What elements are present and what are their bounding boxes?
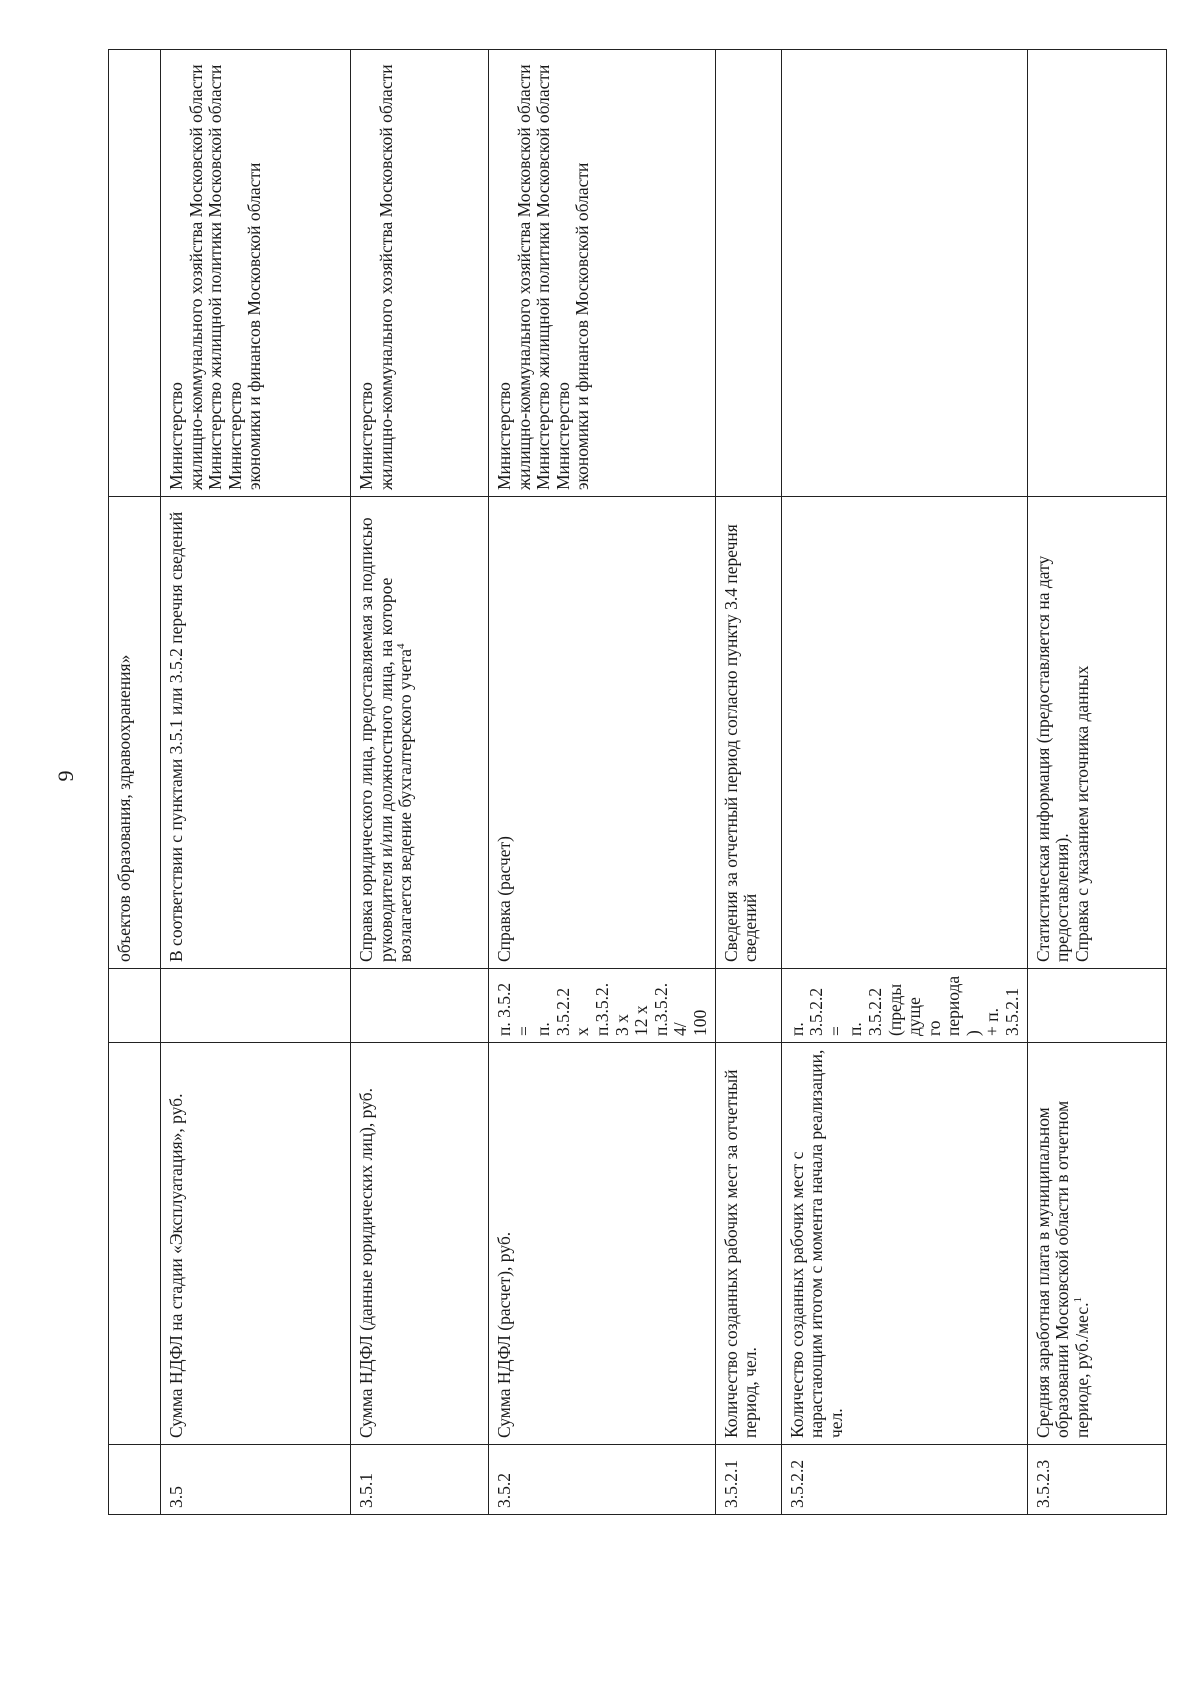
cell-responsible: Министерство жилищно-коммунального хозяйства Московской области	[351, 50, 489, 497]
cell-num: 3.5.2	[489, 1445, 716, 1515]
cell-responsible: Министерство жилищно-коммунального хозяйства Московской области Министерство жилищной политики Московской области Министерство экономики и финансов Московской области	[489, 50, 716, 497]
cell-responsible	[109, 50, 161, 497]
cell-source	[781, 497, 1027, 969]
cell-formula	[1027, 969, 1166, 1043]
cell-name: Сумма НДФЛ (данные юридических лиц), руб.	[351, 1043, 489, 1445]
cell-source: объектов образования, здравоохранения»	[109, 497, 161, 969]
cell-num: 3.5	[161, 1445, 351, 1515]
cell-formula	[109, 969, 161, 1043]
cell-responsible	[781, 50, 1027, 497]
cell-source: В соответствии с пунктами 3.5.1 или 3.5.2 перечня сведений	[161, 497, 351, 969]
cell-num: 3.5.2.2	[781, 1445, 1027, 1515]
name-text: Средняя заработная плата в муниципальном образовании Московской области в отчетном периоде, руб./мес.	[1032, 1100, 1092, 1438]
page-number: 9	[53, 770, 78, 782]
cell-formula: п. 3.5.2.2 = п. 3.5.2.2 (предыдуще го периода) + п. 3.5.2.1	[781, 969, 1027, 1043]
cell-num: 3.5.2.1	[715, 1445, 781, 1515]
source-text: Справка юридического лица, предоставляемая за подписью руководителя и/или должностного лица, на которое возлагается ведение бухгалтерского учета	[356, 517, 416, 962]
cell-name: Количество созданных рабочих мест за отчетный период, чел.	[715, 1043, 781, 1445]
table-row	[109, 50, 161, 1515]
cell-num: 3.5.1	[351, 1445, 489, 1515]
rotated-table-wrapper	[108, 50, 1092, 1515]
cell-source: Статистическая информация (предоставляется на дату предоставления). Справка с указанием источника данных	[1027, 497, 1166, 969]
cell-formula	[715, 969, 781, 1043]
cell-formula	[161, 969, 351, 1043]
table-row	[1027, 50, 1166, 1515]
cell-formula	[351, 969, 489, 1043]
footnote-mark: 1	[1072, 1296, 1085, 1303]
cell-name	[1027, 1043, 1166, 1445]
cell-source: Сведения за отчетный период согласно пункту 3.4 перечня сведений	[715, 497, 781, 969]
cell-responsible	[1027, 50, 1166, 497]
cell-formula: п. 3.5.2 = п. 3.5.2.2 х п.3.5.2.3 х 12 х п.3.5.2.4/ 100	[489, 969, 716, 1043]
cell-source	[351, 497, 489, 969]
indicator-table	[108, 49, 1167, 1515]
cell-source: Справка (расчет)	[489, 497, 716, 969]
table-row	[351, 50, 489, 1515]
cell-responsible: Министерство жилищно-коммунального хозяйства Московской области Министерство жилищной политики Московской области Министерство экономики и финансов Московской области	[161, 50, 351, 497]
cell-responsible	[715, 50, 781, 497]
cell-num	[109, 1445, 161, 1515]
cell-name: Сумма НДФЛ на стадии «Эксплуатация», руб.	[161, 1043, 351, 1445]
table-row	[489, 50, 716, 1515]
cell-name: Количество созданных рабочих мест с нарастающим итогом с момента начала реализации, чел.	[781, 1043, 1027, 1445]
cell-name	[109, 1043, 161, 1445]
cell-num: 3.5.2.3	[1027, 1445, 1166, 1515]
footnote-mark: 4	[395, 643, 408, 649]
table-row	[715, 50, 781, 1515]
table-row	[781, 50, 1027, 1515]
table-row	[161, 50, 351, 1515]
cell-name: Сумма НДФЛ (расчет), руб.	[489, 1043, 716, 1445]
